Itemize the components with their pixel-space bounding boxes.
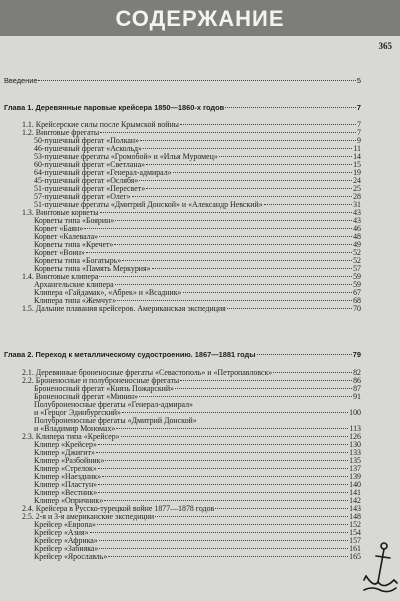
toc-dot-leader	[143, 148, 352, 149]
toc-entry-page: 5	[356, 76, 361, 85]
toc-entry-title: Клипер «Вестник»	[34, 488, 98, 497]
toc-dot-leader	[98, 444, 348, 445]
toc-dot-leader	[180, 380, 352, 381]
toc-entry-title: Корвет «Баян»	[34, 224, 84, 233]
toc-entry-title: Клипера типа «Жемчуг»	[34, 296, 117, 305]
toc-entry-page: 165	[349, 552, 361, 561]
toc-dot-leader	[219, 156, 352, 157]
toc-entry-page: 148	[349, 512, 361, 521]
toc-dot-leader	[104, 500, 348, 501]
toc-entry-page: 157	[349, 536, 361, 545]
toc-entry-title: Клипер «Крейсер»	[34, 440, 97, 449]
toc-dot-leader	[100, 212, 353, 213]
toc-dot-leader	[99, 276, 352, 277]
toc-entry-page: 9	[357, 136, 361, 145]
toc-dot-leader	[122, 412, 348, 413]
toc-dot-leader	[98, 468, 348, 469]
toc-entry-page: 57	[353, 264, 361, 273]
toc-dot-leader	[152, 268, 353, 269]
toc-dot-leader	[175, 388, 352, 389]
toc-dot-leader	[115, 220, 352, 221]
toc-entry-page: 82	[353, 368, 361, 377]
toc-entry-title: Корветы типа «Боярин»	[34, 216, 115, 225]
page-title: СОДЕРЖАНИЕ	[115, 6, 285, 31]
toc-entry-page: 130	[349, 440, 361, 449]
toc-dot-leader	[99, 548, 348, 549]
toc-entry-title: Клипер «Пластун»	[34, 480, 98, 489]
toc-entry-title: 2.3. Клипера типа «Крейсер»	[22, 432, 120, 441]
toc-dot-leader	[122, 260, 352, 261]
toc-dot-leader	[225, 107, 356, 108]
toc-dot-leader	[114, 244, 352, 245]
toc-dot-leader	[102, 476, 348, 477]
toc-entry-page: 113	[349, 424, 361, 433]
toc-entry-page: 43	[353, 216, 361, 225]
toc-entry-page: 25	[353, 184, 361, 193]
toc-entry-title: Крейсер «Ярославль»	[34, 552, 108, 561]
toc-entry-title: Корветы типа «Кречет»	[34, 240, 114, 249]
toc-entry-page: 14	[353, 152, 361, 161]
toc-entry-title: Крейсер «Забияка»	[34, 544, 99, 553]
toc-entry-page: 7	[356, 103, 361, 112]
toc-entry-page: 140	[349, 480, 361, 489]
toc-entry-page: 135	[349, 456, 361, 465]
toc-entry-title: Глава 2. Переход к металлическому судостроению. 1867—1881 годы	[4, 350, 256, 359]
toc-entry-page: 31	[353, 200, 361, 209]
toc-dot-leader	[99, 540, 348, 541]
toc-entry-page: 15	[353, 160, 361, 169]
toc-entry-title: и «Владимир Мономах»	[34, 424, 116, 433]
toc-entry-title: Клипер «Разбойник»	[34, 456, 105, 465]
toc-dot-leader	[146, 188, 352, 189]
toc-entry-page: 67	[353, 288, 361, 297]
toc-entry-page: 7	[357, 128, 361, 137]
toc-dot-leader	[98, 492, 348, 493]
toc-entry-page: 28	[353, 192, 361, 201]
toc-entry-page: 68	[353, 296, 361, 305]
toc-dot-leader	[97, 524, 348, 525]
toc-entry-page: 46	[353, 224, 361, 233]
toc-entry-title: 46-пушечный фрегат «Аскольд»	[34, 144, 142, 153]
toc-dot-leader	[105, 460, 348, 461]
toc-entry-title: Клипер «Стрелок»	[34, 464, 97, 473]
toc-entry-title: Клипер «Опричник»	[34, 496, 104, 505]
toc-entry-page: 91	[353, 392, 361, 401]
toc-entry-page: 48	[353, 232, 361, 241]
toc-entry-title: 2.4. Крейсера в Русско-турецкой войне 1877—1878 годов	[22, 504, 215, 513]
toc-dot-leader	[116, 428, 348, 429]
page-number: 365	[378, 41, 392, 51]
toc-dot-leader	[117, 300, 352, 301]
toc-dot-leader	[132, 196, 353, 197]
toc-entry	[34, 552, 361, 561]
toc-entry-title: Броненосный фрегат «Князь Пожарский»	[34, 384, 175, 393]
toc-section	[22, 304, 361, 313]
toc-entry-page: 11	[353, 144, 361, 153]
toc-entry-title: Клипер «Наездник»	[34, 472, 102, 481]
toc-entry-title: Глава 1. Деревянные паровые крейсера 1850—1860-х годов	[4, 103, 225, 112]
toc-entry-title: 57-пушечный фрегат «Олег»	[34, 192, 131, 201]
toc-entry-title: Клипер «Джигит»	[34, 448, 95, 457]
toc-entry-page: 133	[349, 448, 361, 457]
toc-entry-title: 53-пушечные фрегаты «Громобой» и «Илья Муромец»	[34, 152, 218, 161]
toc-entry-title: 60-пушечный фрегат «Светлана»	[34, 160, 146, 169]
toc-entry-title: Броненосный фрегат «Минин»	[34, 392, 139, 401]
toc-entry-title: Полуброненосные фрегаты «Дмитрий Донской»	[34, 416, 197, 425]
toc-dot-leader	[139, 396, 352, 397]
toc-entry-title: 45-пушечный фрегат «Ослябя»	[34, 176, 139, 185]
toc-dot-leader	[90, 532, 349, 533]
toc-dot-leader	[115, 284, 353, 285]
toc-entry-title: Введение	[4, 76, 38, 85]
toc-entry-page: 70	[353, 304, 361, 313]
toc-entry-title: 1.1. Крейсерские силы после Крымской войны	[22, 120, 179, 129]
toc-entry-page: 126	[349, 432, 361, 441]
toc-dot-leader	[98, 484, 348, 485]
toc-entry-title: Архангельские клипера	[34, 280, 114, 289]
toc-entry-title: 1.4. Винтовые клипера	[22, 272, 99, 281]
toc-dot-leader	[121, 436, 349, 437]
toc-entry-page: 137	[349, 464, 361, 473]
toc-entry-title: Клипера «Гайдамак», «Абрек» и «Всадник»	[34, 288, 182, 297]
toc-dot-leader	[180, 124, 356, 125]
toc-entry-title: 2.2. Броненосные и полуброненосные фрегаты	[22, 376, 180, 385]
toc-entry-page: 152	[349, 520, 361, 529]
toc-dot-leader	[86, 252, 352, 253]
toc-entry-title: 1.2. Винтовые фрегаты	[22, 128, 100, 137]
toc-entry-title: 2.5. 2-я и 3-я американские экспедиции	[22, 512, 155, 521]
toc-dot-leader	[183, 292, 353, 293]
toc-entry-page: 142	[349, 496, 361, 505]
toc-entry	[4, 76, 361, 85]
toc-dot-leader	[96, 452, 348, 453]
toc-entry-page: 7	[357, 120, 361, 129]
toc-dot-leader	[99, 236, 352, 237]
toc-dot-leader	[140, 140, 356, 141]
toc-entry-title: Корвет «Калевала»	[34, 232, 99, 241]
toc-entry-title: 51-пушечные фрегаты «Дмитрий Донской» и «Александр Невский»	[34, 200, 263, 209]
toc-dot-leader	[108, 556, 348, 557]
toc-entry-page: 24	[353, 176, 361, 185]
toc-dot-leader	[155, 516, 348, 517]
toc-entry-title: Корветы типа «Память Меркурия»	[34, 264, 151, 273]
toc-entry-page: 59	[353, 272, 361, 281]
toc-entry-page: 154	[349, 528, 361, 537]
toc-entry-page: 52	[353, 256, 361, 265]
toc-dot-leader	[215, 508, 348, 509]
toc-dot-leader	[100, 132, 356, 133]
toc-dot-leader	[38, 80, 355, 81]
toc-entry-page: 139	[349, 472, 361, 481]
toc-dot-leader	[139, 180, 352, 181]
anchor-ornament-icon	[362, 538, 398, 594]
toc-entry-page: 19	[353, 168, 361, 177]
toc-entry-title: 50-пушечный фрегат «Полкан»	[34, 136, 140, 145]
toc-entry-page: 86	[353, 376, 361, 385]
toc-entry-title: Полуброненосные фрегаты «Генерал-адмирал»	[34, 400, 193, 409]
toc-chapter	[4, 350, 361, 359]
toc-entry-page: 49	[353, 240, 361, 249]
toc-dot-leader	[173, 172, 352, 173]
toc-dot-leader	[257, 354, 352, 355]
toc-entry-page: 100	[349, 408, 361, 417]
toc-entry-page: 143	[349, 504, 361, 513]
toc-entry-title: Корвет «Воин»	[34, 248, 85, 257]
toc-dot-leader	[146, 164, 352, 165]
toc-dot-leader	[273, 372, 352, 373]
toc-entry-title: 64-пушечный фрегат «Генерал-адмирал»	[34, 168, 172, 177]
toc-entry-title: 1.3. Винтовые корветы	[22, 208, 99, 217]
toc-entry-page: 52	[353, 248, 361, 257]
toc-dot-leader	[227, 308, 352, 309]
toc-dot-leader	[84, 228, 352, 229]
toc-entry-title: Крейсер «Азия»	[34, 528, 89, 537]
toc-entry-title: 51-пушечный фрегат «Пересвет»	[34, 184, 146, 193]
toc-entry-page: 43	[353, 208, 361, 217]
toc-entry-title: Корветы типа «Богатырь»	[34, 256, 122, 265]
toc-chapter	[4, 103, 361, 112]
toc-entry-title: 2.1. Деревянные броненосные фрегаты «Севастополь» и «Петропавловск»	[22, 368, 273, 377]
toc-entry-title: и «Герцог Эдинбургский»	[34, 408, 121, 417]
toc-entry-page: 87	[353, 384, 361, 393]
toc-entry-title: Крейсер «Европа»	[34, 520, 97, 529]
toc-entry-page: 59	[353, 280, 361, 289]
toc-entry-page: 79	[352, 350, 361, 359]
toc-entry-title: 1.5. Дальние плавания крейсеров. Американская экспедиция	[22, 304, 226, 313]
toc-entry-page: 141	[349, 488, 361, 497]
toc-dot-leader	[264, 204, 352, 205]
toc-entry-page: 161	[349, 544, 361, 553]
toc-entry-title: Крейсер «Африка»	[34, 536, 98, 545]
